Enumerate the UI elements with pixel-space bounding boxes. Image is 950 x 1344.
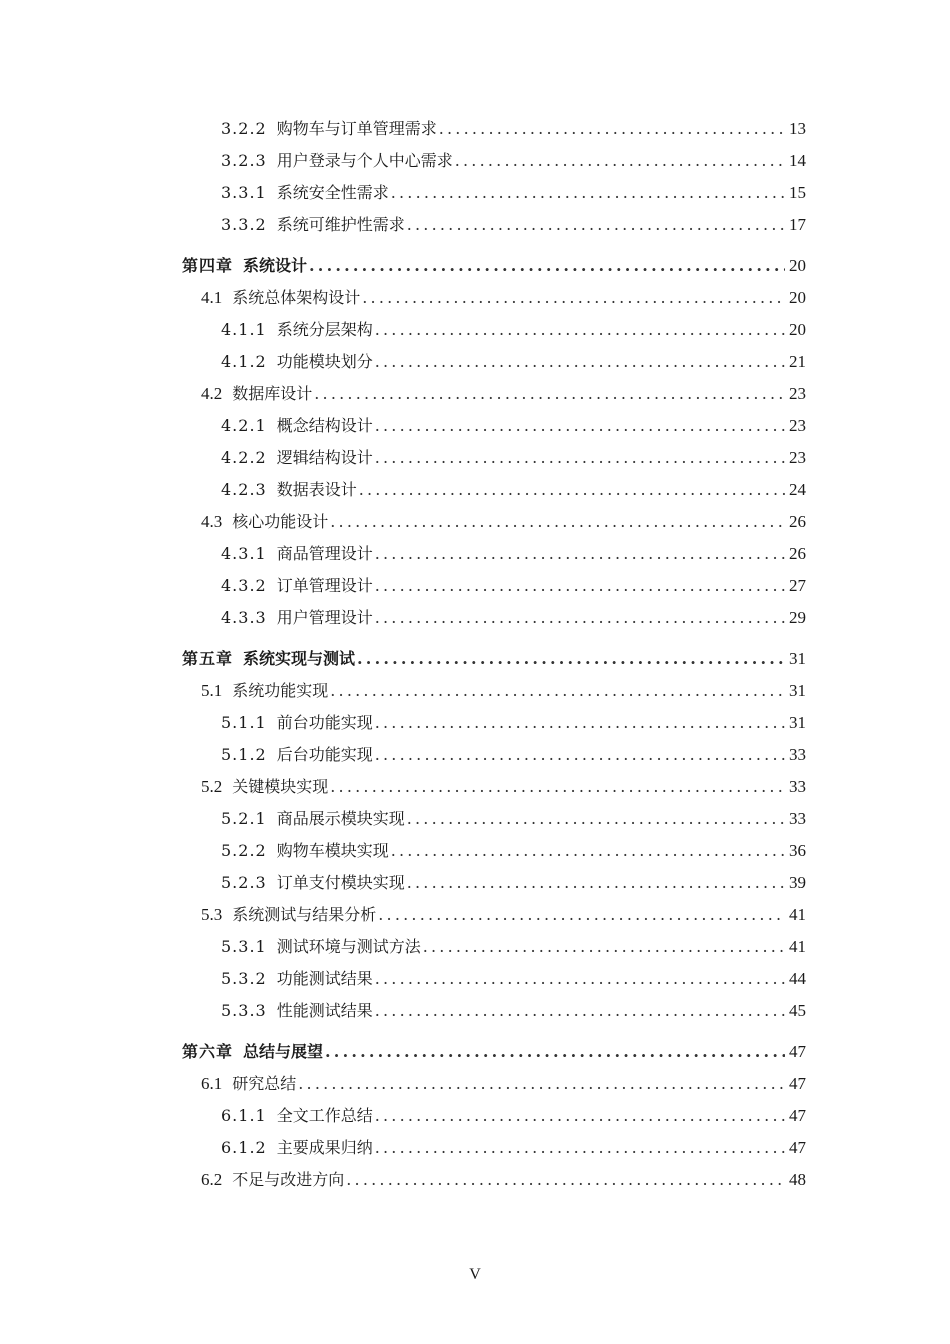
toc-entry-page: 20: [789, 320, 806, 339]
toc-dot-leader: [298, 1071, 785, 1097]
toc-entry-number: 4.2.1: [221, 416, 267, 435]
toc-entry-title: 商品管理设计: [276, 544, 373, 563]
toc-entry-title: 后台功能实现: [276, 745, 373, 764]
toc-entry-number: 第四章: [182, 256, 234, 275]
toc-entry-title: 性能测试结果: [276, 1001, 373, 1020]
toc-dot-leader: [330, 678, 785, 704]
toc-entry-number: 6.2: [201, 1170, 223, 1189]
toc-entry-title: 总结与展望: [243, 1042, 324, 1061]
toc-entry-title: 用户管理设计: [276, 608, 373, 627]
toc-dot-leader: [375, 605, 785, 631]
toc-dot-leader: [375, 1103, 785, 1129]
toc-subsection-entry: [221, 742, 806, 768]
toc-entry-page: 31: [789, 649, 806, 668]
toc-entry-number: 4.1.1: [221, 320, 267, 339]
toc-dot-leader: [407, 806, 785, 832]
toc-entry-page: 13: [789, 119, 806, 138]
toc-entry-number: 5.2.3: [221, 873, 267, 892]
toc-entry-title: 功能测试结果: [276, 969, 373, 988]
toc-entry-title: 测试环境与测试方法: [276, 937, 421, 956]
toc-entry-number: 第六章: [182, 1042, 234, 1061]
toc-entry-number: 4.2.3: [221, 480, 267, 499]
toc-dot-leader: [407, 212, 785, 238]
toc-entry-page: 24: [789, 480, 806, 499]
toc-subsection-entry: [221, 1135, 806, 1161]
toc-dot-leader: [375, 710, 785, 736]
toc-subsection-entry: [221, 934, 806, 960]
toc-entry-number: 6.1.2: [221, 1138, 267, 1157]
toc-dot-leader: [375, 413, 785, 439]
toc-entry-page: 41: [789, 937, 806, 956]
toc-dot-leader: [330, 774, 785, 800]
toc-entry-page: 26: [789, 512, 806, 531]
toc-subsection-entry: [221, 573, 806, 599]
toc-entry-page: 23: [789, 384, 806, 403]
toc-dot-leader: [375, 445, 785, 471]
toc-entry-page: 20: [789, 256, 806, 275]
toc-entry-page: 47: [789, 1042, 806, 1061]
toc-dot-leader: [439, 116, 785, 142]
toc-entry-title: 商品展示模块实现: [276, 809, 405, 828]
toc-entry-number: 5.3: [201, 905, 223, 924]
toc-section-entry: [201, 509, 806, 535]
toc-dot-leader: [423, 934, 785, 960]
toc-subsection-entry: [221, 870, 806, 896]
toc-entry-number: 第五章: [182, 649, 234, 668]
toc-subsection-entry: [221, 413, 806, 439]
toc-entry-title: 系统总体架构设计: [232, 288, 361, 307]
toc-entry-title: 数据表设计: [276, 480, 357, 499]
page-footer-number: V: [469, 1266, 481, 1283]
toc-entry-number: 5.3.1: [221, 937, 267, 956]
toc-entry-number: 4.3.2: [221, 576, 267, 595]
toc-entry-number: 5.3.3: [221, 1001, 267, 1020]
toc-entry-page: 23: [789, 416, 806, 435]
toc-entry-page: 48: [789, 1170, 806, 1189]
toc-subsection-entry: [221, 605, 806, 631]
toc-entry-number: 4.2.2: [221, 448, 267, 467]
toc-subsection-entry: [221, 317, 806, 343]
toc-dot-leader: [357, 646, 785, 672]
toc-section-entry: [201, 1167, 806, 1193]
toc-chapter-entry: [182, 1039, 806, 1065]
toc-entry-page: 31: [789, 681, 806, 700]
toc-entry-page: 47: [789, 1074, 806, 1093]
toc-entry-title: 全文工作总结: [276, 1106, 373, 1125]
toc-entry-title: 主要成果归纳: [276, 1138, 373, 1157]
toc-entry-number: 6.1: [201, 1074, 223, 1093]
toc-dot-leader: [325, 1039, 785, 1065]
toc-section-entry: [201, 678, 806, 704]
toc-entry-page: 14: [789, 151, 806, 170]
toc-entry-page: 23: [789, 448, 806, 467]
toc-subsection-entry: [221, 966, 806, 992]
toc-entry-number: 5.3.2: [221, 969, 267, 988]
toc-subsection-entry: [221, 148, 806, 174]
toc-entry-number: 6.1.1: [221, 1106, 267, 1125]
toc-subsection-entry: [221, 998, 806, 1024]
toc-entry-page: 45: [789, 1001, 806, 1020]
toc-entry-title: 系统测试与结果分析: [232, 905, 377, 924]
toc-entry-title: 购物车与订单管理需求: [276, 119, 437, 138]
toc-entry-number: 3.2.2: [221, 119, 267, 138]
toc-entry-title: 关键模块实现: [232, 777, 329, 796]
toc-entry-number: 5.2.1: [221, 809, 267, 828]
toc-subsection-entry: [221, 710, 806, 736]
toc-entry-page: 17: [789, 215, 806, 234]
toc-dot-leader: [391, 180, 785, 206]
toc-entry-title: 数据库设计: [232, 384, 313, 403]
toc-subsection-entry: [221, 349, 806, 375]
toc-dot-leader: [375, 966, 785, 992]
toc-subsection-entry: [221, 838, 806, 864]
toc-entry-number: 4.1.2: [221, 352, 267, 371]
toc-entry-number: 4.3.3: [221, 608, 267, 627]
toc-section-entry: [201, 1071, 806, 1097]
toc-section-entry: [201, 285, 806, 311]
toc-dot-leader: [375, 1135, 785, 1161]
toc-section-entry: [201, 774, 806, 800]
toc-entry-number: 5.2: [201, 777, 223, 796]
toc-dot-leader: [330, 509, 785, 535]
toc-entry-page: 21: [789, 352, 806, 371]
toc-dot-leader: [309, 253, 785, 279]
toc-dot-leader: [407, 870, 785, 896]
toc-dot-leader: [375, 541, 785, 567]
toc-subsection-entry: [221, 212, 806, 238]
toc-dot-leader: [391, 838, 785, 864]
toc-entry-number: 5.1: [201, 681, 223, 700]
toc-dot-leader: [375, 573, 785, 599]
toc-section-entry: [201, 902, 806, 928]
toc-entry-title: 系统可维护性需求: [276, 215, 405, 234]
toc-dot-leader: [378, 902, 785, 928]
toc-subsection-entry: [221, 445, 806, 471]
toc-entry-number: 4.3.1: [221, 544, 267, 563]
toc-entry-number: 3.2.3: [221, 151, 267, 170]
toc-dot-leader: [375, 998, 785, 1024]
toc-dot-leader: [375, 349, 785, 375]
toc-entry-number: 5.1.2: [221, 745, 267, 764]
toc-entry-number: 3.3.2: [221, 215, 267, 234]
toc-entry-title: 研究总结: [232, 1074, 297, 1093]
toc-dot-leader: [362, 285, 785, 311]
toc-entry-title: 系统功能实现: [232, 681, 329, 700]
toc-entry-title: 前台功能实现: [276, 713, 373, 732]
toc-entry-title: 不足与改进方向: [232, 1170, 345, 1189]
toc-entry-number: 5.2.2: [221, 841, 267, 860]
toc-entry-title: 核心功能设计: [232, 512, 329, 531]
toc-dot-leader: [346, 1167, 785, 1193]
toc-entry-title: 功能模块划分: [276, 352, 373, 371]
toc-subsection-entry: [221, 116, 806, 142]
toc-entry-title: 系统分层架构: [276, 320, 373, 339]
toc-entry-page: 27: [789, 576, 806, 595]
toc-entry-page: 31: [789, 713, 806, 732]
toc-subsection-entry: [221, 477, 806, 503]
toc-entry-page: 47: [789, 1138, 806, 1157]
toc-entry-number: 4.3: [201, 512, 223, 531]
toc-entry-number: 3.3.1: [221, 183, 267, 202]
toc-entry-page: 36: [789, 841, 806, 860]
toc-entry-number: 4.1: [201, 288, 223, 307]
toc-dot-leader: [375, 742, 785, 768]
toc-subsection-entry: [221, 806, 806, 832]
toc-entry-title: 订单管理设计: [276, 576, 373, 595]
toc-entry-page: 39: [789, 873, 806, 892]
toc-entry-page: 15: [789, 183, 806, 202]
toc-dot-leader: [359, 477, 785, 503]
toc-dot-leader: [314, 381, 785, 407]
toc-entry-number: 4.2: [201, 384, 223, 403]
toc-entry-page: 33: [789, 809, 806, 828]
toc-entry-page: 41: [789, 905, 806, 924]
toc-chapter-entry: [182, 646, 806, 672]
toc-entry-page: 47: [789, 1106, 806, 1125]
toc-entry-page: 44: [789, 969, 806, 988]
toc-chapter-entry: [182, 253, 806, 279]
toc-entry-title: 系统安全性需求: [276, 183, 389, 202]
toc-entry-title: 用户登录与个人中心需求: [276, 151, 453, 170]
toc-entry-title: 系统设计: [243, 256, 308, 275]
toc-entry-title: 概念结构设计: [276, 416, 373, 435]
toc-entry-page: 26: [789, 544, 806, 563]
toc-entry-title: 逻辑结构设计: [276, 448, 373, 467]
toc-entry-page: 33: [789, 777, 806, 796]
toc-entry-number: 5.1.1: [221, 713, 267, 732]
toc-entry-page: 33: [789, 745, 806, 764]
toc-entry-page: 29: [789, 608, 806, 627]
toc-dot-leader: [375, 317, 785, 343]
toc-entry-title: 订单支付模块实现: [276, 873, 405, 892]
toc-dot-leader: [455, 148, 785, 174]
toc-section-entry: [201, 381, 806, 407]
toc-entry-page: 20: [789, 288, 806, 307]
toc-subsection-entry: [221, 1103, 806, 1129]
toc-subsection-entry: [221, 180, 806, 206]
toc-entry-title: 系统实现与测试: [243, 649, 356, 668]
toc-entry-title: 购物车模块实现: [276, 841, 389, 860]
toc-subsection-entry: [221, 541, 806, 567]
